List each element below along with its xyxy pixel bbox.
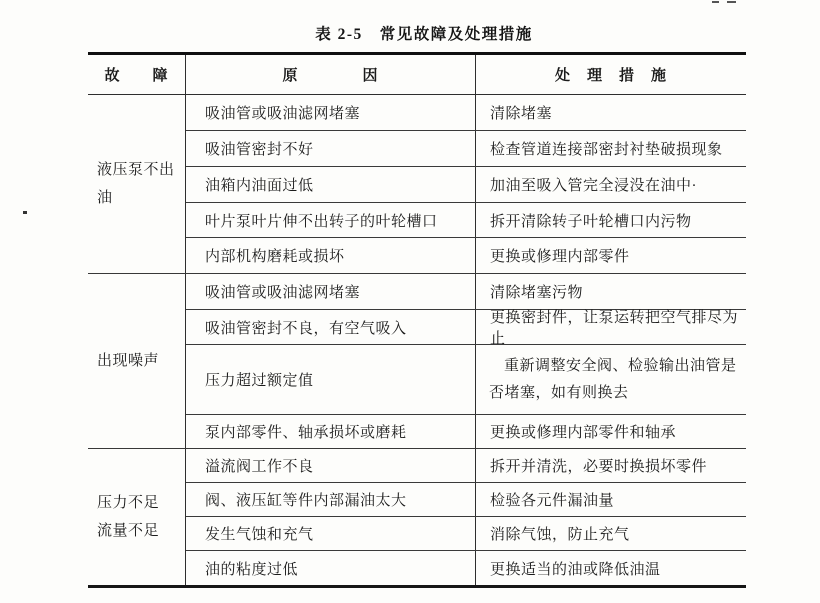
cause-cell: 油的粘度过低 — [186, 551, 476, 585]
measure-cell: 检验各元件漏油量 — [490, 493, 615, 509]
table-row — [186, 95, 746, 131]
cause-cell: 溢流阀工作不良 — [186, 449, 476, 482]
measure-cell: 加油至吸入管完全浸没在油中· — [490, 178, 697, 194]
measure-cell: 更换或修理内部零件和轴承 — [490, 425, 677, 441]
scan-speck — [712, 1, 719, 3]
measure-cell: 拆开清除转子叶轮槽口内污物 — [490, 213, 692, 230]
fault-label-line2: 流量不足 — [97, 523, 160, 539]
measure-cell: 消除气蚀，防止充气 — [490, 527, 630, 543]
table-row — [186, 131, 746, 167]
measure-cell: 更换或修理内部零件 — [490, 249, 630, 265]
scan-speck — [727, 1, 736, 3]
cause-cell: 发生气蚀和充气 — [186, 517, 476, 550]
cause-cell: 内部机构磨耗或损坏 — [186, 238, 476, 273]
header-fault: 故 障 — [88, 55, 186, 94]
cause-cell: 吸油管密封不好 — [186, 131, 476, 166]
cause-cell: 阀、液压缸等件内部漏油太大 — [186, 483, 476, 516]
table-row — [186, 345, 746, 415]
fault-group-low-pressure-flow — [88, 449, 746, 585]
table-row — [186, 517, 746, 551]
cause-cell: 吸油管或吸油滤网堵塞 — [186, 274, 476, 309]
table-row — [186, 415, 746, 448]
table-row — [186, 238, 746, 273]
measure-cell: 更换密封件，让泵运转把空气排尽为止 — [490, 310, 739, 347]
fault-table — [88, 52, 746, 588]
fault-label: 出现噪声 — [97, 353, 160, 369]
scan-speck — [23, 211, 27, 214]
table-row — [186, 483, 746, 517]
table-row — [186, 449, 746, 483]
header-cause: 原 因 — [186, 55, 476, 94]
cause-cell: 压力超过额定值 — [186, 345, 476, 414]
measure-cell: 更换适当的油或降低油温 — [490, 561, 661, 578]
fault-cell — [88, 274, 186, 448]
measure-cell: 重新调整安全阀、检验输出油管是否堵塞，如有则换去 — [489, 358, 737, 401]
cause-cell: 吸油管或吸油滤网堵塞 — [186, 95, 476, 130]
group-rows — [186, 274, 746, 448]
fault-label: 液压泵不出油 — [97, 162, 175, 206]
fault-cell — [88, 449, 186, 585]
fault-group-noise — [88, 274, 746, 449]
table-header-row — [88, 55, 746, 95]
table-row — [186, 551, 746, 585]
fault-label-line1: 压力不足 — [97, 495, 160, 511]
table-row — [186, 203, 746, 238]
header-measure: 处 理 措 施 — [554, 68, 667, 84]
measure-cell: 检查管道连接部密封衬垫破损现象 — [490, 142, 723, 158]
page-title: 表 2-5 常见故障及处理措施 — [315, 26, 533, 43]
measure-cell: 清除堵塞污物 — [490, 285, 584, 301]
cause-cell: 叶片泵叶片伸不出转子的叶轮槽口 — [186, 203, 476, 237]
measure-cell: 清除堵塞 — [490, 106, 553, 122]
group-rows — [186, 95, 746, 273]
fault-cell — [88, 95, 186, 273]
group-rows — [186, 449, 746, 585]
table-row — [186, 167, 746, 203]
table-row — [186, 274, 746, 310]
measure-cell: 拆开并清洗，必要时换损坏零件 — [490, 459, 708, 475]
table-row — [186, 310, 746, 345]
cause-cell: 泵内部零件、轴承损坏或磨耗 — [186, 415, 476, 448]
cause-cell: 吸油管密封不良，有空气吸入 — [186, 310, 476, 344]
cause-cell: 油箱内油面过低 — [186, 167, 476, 202]
fault-group-pump-no-oil — [88, 95, 746, 274]
